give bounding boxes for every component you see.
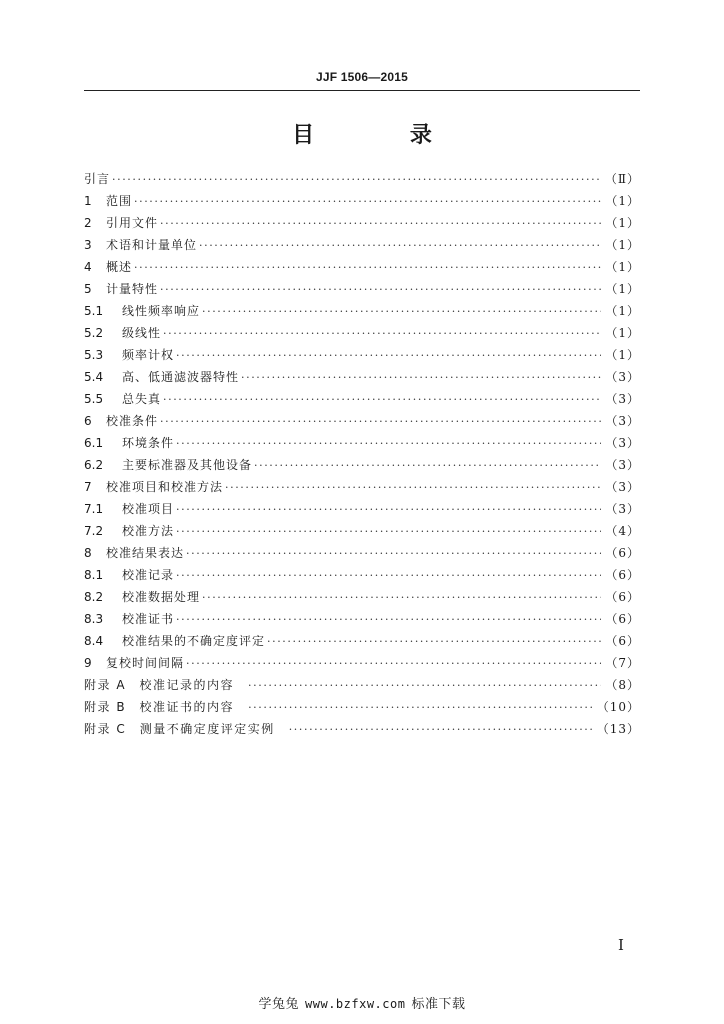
toc-entry-label: 校准条件 bbox=[106, 414, 159, 428]
toc-leader-dots bbox=[248, 697, 593, 719]
toc-entry-page: （3） bbox=[605, 502, 640, 516]
toc-entry-page: （6） bbox=[605, 568, 640, 582]
footer-site-name: 学兔兔 bbox=[258, 997, 300, 1012]
toc-leader-dots bbox=[248, 675, 601, 697]
toc-entry-page: （3） bbox=[605, 370, 640, 384]
toc-entry-number: 7.1 bbox=[84, 502, 104, 516]
toc-leader-dots bbox=[199, 235, 601, 257]
toc-entry-page: （4） bbox=[605, 524, 640, 538]
toc-entry-label: 主要标准器及其他设备 bbox=[122, 458, 253, 472]
toc-entry-label: 校准证书 bbox=[122, 612, 175, 626]
toc-entry-label: 级线性 bbox=[122, 326, 162, 340]
toc-entry[interactable] bbox=[84, 256, 640, 278]
toc-entry[interactable] bbox=[84, 542, 640, 564]
toc-entry-label: 校准数据处理 bbox=[122, 590, 201, 604]
toc-entry[interactable] bbox=[84, 498, 640, 520]
toc-entry-page: （6） bbox=[605, 546, 640, 560]
footer-tagline: 标准下载 bbox=[411, 997, 466, 1012]
toc-leader-dots bbox=[202, 587, 601, 609]
toc-entry-page: （13） bbox=[596, 722, 640, 736]
toc-entry[interactable] bbox=[84, 520, 640, 542]
toc-entry-page: （Ⅱ） bbox=[604, 172, 640, 186]
toc-entry-page: （1） bbox=[605, 348, 640, 362]
toc-entry-label: 总失真 bbox=[122, 392, 162, 406]
toc-entry[interactable] bbox=[84, 674, 640, 696]
toc-entry-label: 计量特性 bbox=[106, 282, 159, 296]
toc-entry-label: 高、低通滤波器特性 bbox=[122, 370, 240, 384]
toc-entry[interactable] bbox=[84, 718, 640, 740]
toc-leader-dots bbox=[176, 609, 601, 631]
toc-entry-label: 附录 C 测量不确定度评定实例 bbox=[84, 722, 275, 736]
toc-entry-label: 频率计权 bbox=[122, 348, 175, 362]
toc-leader-dots bbox=[176, 499, 601, 521]
toc-entry-number: 6.1 bbox=[84, 436, 104, 450]
toc-entry[interactable] bbox=[84, 344, 640, 366]
toc-entry-page: （3） bbox=[605, 436, 640, 450]
toc-leader-dots bbox=[112, 169, 601, 191]
toc-leader-dots bbox=[186, 543, 601, 565]
toc-entry[interactable] bbox=[84, 278, 640, 300]
toc-entry[interactable] bbox=[84, 234, 640, 256]
toc-entry-number: 7 bbox=[84, 480, 92, 494]
toc-leader-dots bbox=[241, 367, 601, 389]
toc-entry-label: 引言 bbox=[84, 172, 111, 186]
toc-entry-label: 校准结果的不确定度评定 bbox=[122, 634, 266, 648]
toc-entry-page: （3） bbox=[605, 458, 640, 472]
toc-leader-dots bbox=[176, 345, 601, 367]
toc-entry-number: 5.5 bbox=[84, 392, 104, 406]
toc-entry[interactable] bbox=[84, 608, 640, 630]
toc-entry[interactable] bbox=[84, 696, 640, 718]
toc-leader-dots bbox=[163, 323, 601, 345]
toc-entry-page: （1） bbox=[605, 216, 640, 230]
toc-entry[interactable] bbox=[84, 586, 640, 608]
toc-leader-dots bbox=[176, 521, 601, 543]
toc-entry[interactable] bbox=[84, 168, 640, 190]
toc-entry[interactable] bbox=[84, 432, 640, 454]
toc-entry-page: （1） bbox=[605, 260, 640, 274]
toc-entry-page: （1） bbox=[605, 194, 640, 208]
toc-entry-label: 概述 bbox=[106, 260, 133, 274]
toc-entry-page: （1） bbox=[605, 304, 640, 318]
toc-entry-label: 复校时间间隔 bbox=[106, 656, 185, 670]
toc-entry-label: 附录 B 校准证书的内容 bbox=[84, 700, 235, 714]
toc-leader-dots bbox=[267, 631, 601, 653]
toc-leader-dots bbox=[160, 213, 601, 235]
toc-entry-label: 线性频率响应 bbox=[122, 304, 201, 318]
toc-entry[interactable] bbox=[84, 630, 640, 652]
toc-entry-label: 引用文件 bbox=[106, 216, 159, 230]
toc-leader-dots bbox=[289, 719, 593, 741]
toc-entry-number: 8.1 bbox=[84, 568, 104, 582]
toc-entry-page: （3） bbox=[605, 480, 640, 494]
toc-leader-dots bbox=[225, 477, 601, 499]
footer-url[interactable]: www.bzfxw.com bbox=[305, 997, 406, 1011]
toc-entry-page: （10） bbox=[596, 700, 640, 714]
page-number: I bbox=[618, 936, 624, 954]
toc-entry-number: 5 bbox=[84, 282, 92, 296]
toc-entry-label: 校准项目 bbox=[122, 502, 175, 516]
toc-entry[interactable] bbox=[84, 652, 640, 674]
toc-entry-page: （1） bbox=[605, 326, 640, 340]
toc-leader-dots bbox=[186, 653, 601, 675]
toc-entry-number: 5.4 bbox=[84, 370, 104, 384]
toc-entry-page: （3） bbox=[605, 392, 640, 406]
toc-entry-label: 术语和计量单位 bbox=[106, 238, 198, 252]
toc-entry-number: 8 bbox=[84, 546, 92, 560]
toc-entry-number: 5.2 bbox=[84, 326, 104, 340]
toc-leader-dots bbox=[134, 257, 601, 279]
standard-code-header: JJF 1506—2015 bbox=[315, 70, 408, 84]
toc-entry-number: 1 bbox=[84, 194, 92, 208]
toc-entry-page: （1） bbox=[605, 282, 640, 296]
toc-leader-dots bbox=[202, 301, 601, 323]
toc-leader-dots bbox=[254, 455, 601, 477]
toc-entry-label: 范围 bbox=[106, 194, 133, 208]
toc-entry-number: 5.3 bbox=[84, 348, 104, 362]
toc-entry-number: 7.2 bbox=[84, 524, 104, 538]
footer-watermark bbox=[0, 993, 724, 1012]
toc-leader-dots bbox=[176, 433, 601, 455]
toc-entry-number: 6 bbox=[84, 414, 92, 428]
toc-entry[interactable] bbox=[84, 564, 640, 586]
toc-entry-number: 8.4 bbox=[84, 634, 104, 648]
toc-entry[interactable] bbox=[84, 454, 640, 476]
toc-entry-number: 2 bbox=[84, 216, 92, 230]
toc-entry-label: 校准结果表达 bbox=[106, 546, 185, 560]
toc-entry[interactable] bbox=[84, 322, 640, 344]
toc-entry-number: 6.2 bbox=[84, 458, 104, 472]
toc-entry[interactable] bbox=[84, 300, 640, 322]
toc-entry-label: 校准项目和校准方法 bbox=[106, 480, 224, 494]
toc-entry[interactable] bbox=[84, 212, 640, 234]
toc-entry-number: 8.2 bbox=[84, 590, 104, 604]
toc-leader-dots bbox=[134, 191, 601, 213]
toc-entry[interactable] bbox=[84, 410, 640, 432]
header-divider bbox=[84, 90, 640, 91]
toc-entry-number: 9 bbox=[84, 656, 92, 670]
toc-entry-number: 5.1 bbox=[84, 304, 104, 318]
toc-entry-page: （6） bbox=[605, 612, 640, 626]
toc-leader-dots bbox=[176, 565, 601, 587]
table-of-contents bbox=[84, 168, 640, 740]
toc-entry-number: 3 bbox=[84, 238, 92, 252]
toc-entry-page: （6） bbox=[605, 634, 640, 648]
toc-entry[interactable] bbox=[84, 476, 640, 498]
toc-entry-label: 附录 A 校准记录的内容 bbox=[84, 678, 235, 692]
toc-entry-label: 校准记录 bbox=[122, 568, 175, 582]
toc-entry-label: 环境条件 bbox=[122, 436, 175, 450]
toc-entry[interactable] bbox=[84, 190, 640, 212]
toc-entry-number: 4 bbox=[84, 260, 92, 274]
toc-leader-dots bbox=[163, 389, 601, 411]
toc-leader-dots bbox=[160, 279, 601, 301]
toc-entry-number: 8.3 bbox=[84, 612, 104, 626]
toc-entry-page: （6） bbox=[605, 590, 640, 604]
toc-entry-label: 校准方法 bbox=[122, 524, 175, 538]
toc-entry-page: （8） bbox=[605, 678, 640, 692]
toc-entry[interactable] bbox=[84, 388, 640, 410]
toc-entry-page: （7） bbox=[605, 656, 640, 670]
toc-entry-page: （3） bbox=[605, 414, 640, 428]
page-title: 目 录 bbox=[292, 123, 476, 148]
toc-entry-page: （1） bbox=[605, 238, 640, 252]
toc-entry[interactable] bbox=[84, 366, 640, 388]
toc-leader-dots bbox=[160, 411, 601, 433]
